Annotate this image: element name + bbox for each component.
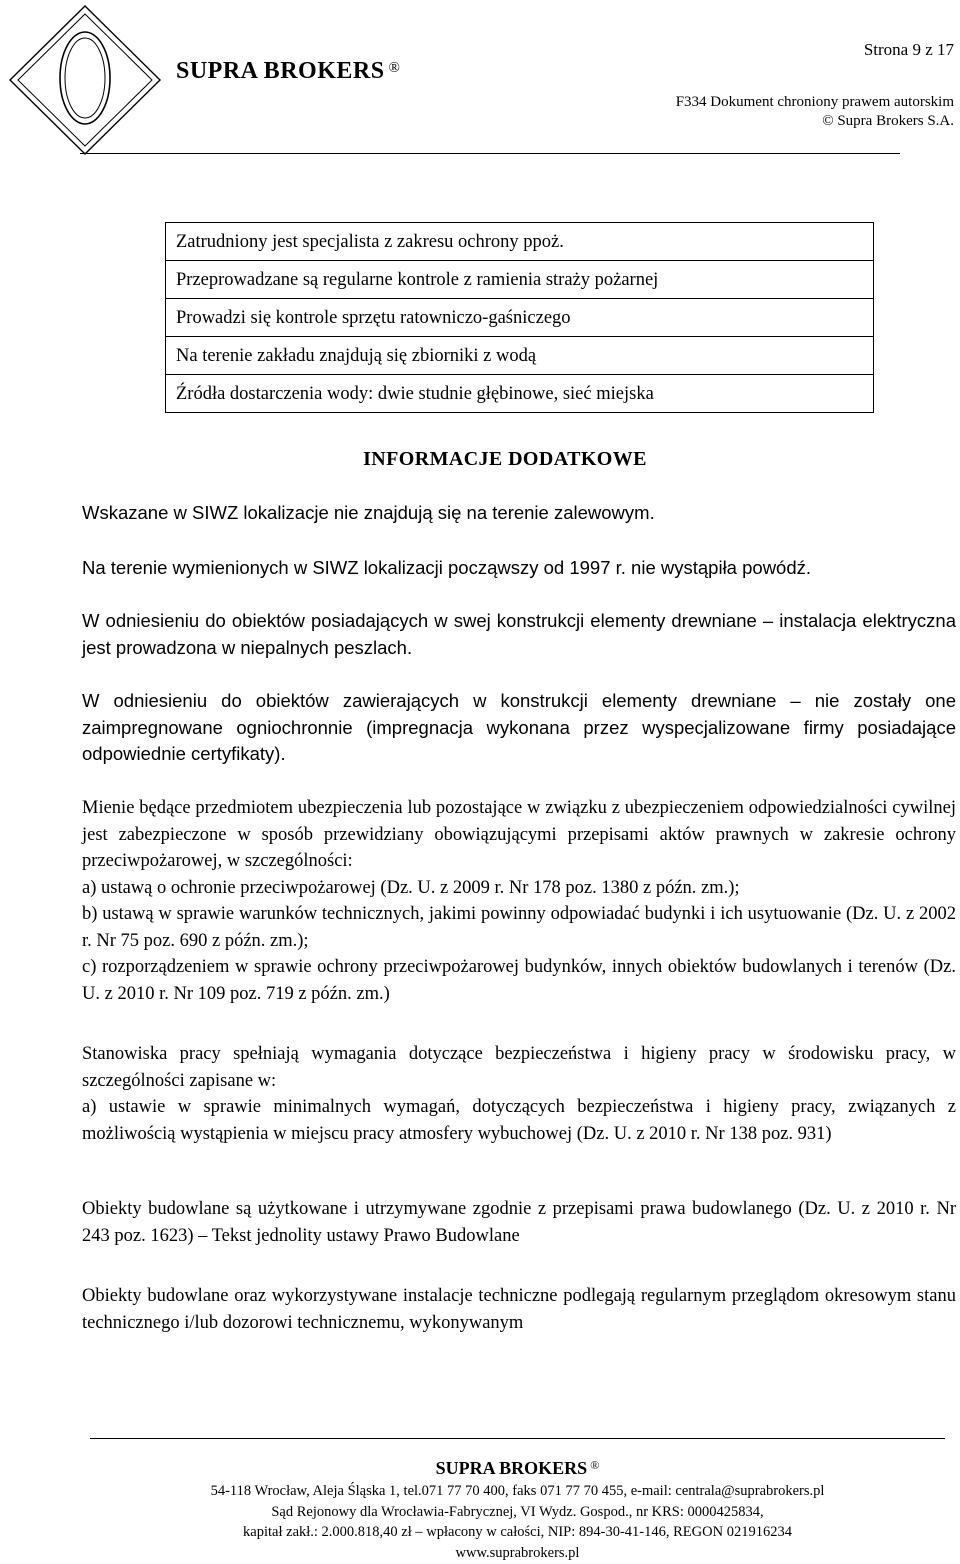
section-title: INFORMACJE DODATKOWE [363, 448, 647, 470]
table-cell: Źródła dostarczenia wody: dwie studnie głębinowe, sieć miejska [166, 375, 874, 413]
paragraph-intro: Mienie będące przedmiotem ubezpieczenia lub pozostające w związku z ubezpieczeniem odpowiedzialności cywilnej jest zabezpieczone w sposób przewidziany obowiązującymi przepisami aktów prawnych w zakresie ochrony przeciwpożarowej, w szczególności: [82, 798, 956, 871]
footer-court-registration: Sąd Rejonowy dla Wrocławia-Fabrycznej, VI Wydz. Gospod., nr KRS: 0000425834, [271, 1503, 764, 1520]
paragraph-intro: Stanowiska pracy spełniają wymagania dotyczące bezpieczeństwa i higieny pracy w środowisku pracy, w szczególności zapisane w: [82, 1044, 956, 1091]
page-number: Strona 9 z 17 [863, 40, 954, 59]
header-brand: SUPRA BROKERS ® [176, 58, 401, 84]
table-row [166, 223, 874, 261]
paragraph-flood-zone: Wskazane w SIWZ lokalizacje nie znajdują się na terenie zalewowym. [82, 502, 655, 523]
footer-address: 54-118 Wrocław, Aleja Śląska 1, tel.071 77 70 400, faks 071 77 70 455, e-mail: centrala@suprabrokers.pl [210, 1483, 825, 1499]
list-item: c) rozporządzeniem w sprawie ochrony przeciwpożarowej budynków, innych obiektów budowlanych i terenów (Dz. U. z 2010 r. Nr 109 poz. 719 z późn. zm.) [82, 957, 956, 1004]
footer-website: www.suprabrokers.pl [455, 1544, 580, 1561]
paragraph-building-law: Obiekty budowlane są użytkowane i utrzymywane zgodnie z przepisami prawa budowlanego (Dz. U. z 2010 r. Nr 243 poz. 1623) – Tekst jednolity ustawy Prawo Budowlane [82, 1199, 956, 1246]
footer-brand: SUPRA BROKERS ® [435, 1458, 600, 1478]
table-row [166, 375, 874, 413]
list-item: a) ustawie w sprawie minimalnych wymagań, dotyczących bezpieczeństwa i higieny pracy, związanych z możliwością wystąpienia w miejscu pracy atmosfery wybuchowej (Dz. U. z 2010 r. Nr 138 poz. 931) [82, 1097, 956, 1144]
fire-protection-table [165, 222, 874, 413]
table-row [166, 261, 874, 299]
header-divider [80, 153, 900, 154]
registered-mark: ® [388, 60, 401, 76]
paragraph-wood-impregnation: W odniesieniu do obiektów zawierających w konstrukcji elementy drewniane – nie zostały one zaimpregnowane ogniochronnie (impregnacja wykonana przez wyspecjalizowane firmy posiadające odpowiednie certyfikaty). [82, 690, 956, 764]
paragraph-electrical-installation: W odniesieniu do obiektów posiadających w swej konstrukcji elementy drewniane – instalacja elektryczna jest prowadzona w niepalnych peszlach. [82, 610, 956, 658]
paragraph-workplace-safety [82, 1041, 956, 1147]
copyright-notice: F334 Dokument chroniony prawem autorskim [675, 94, 954, 110]
paragraph-inspections: Obiekty budowlane oraz wykorzystywane instalacje techniczne podlegają regularnym przeglądom okresowym stanu technicznego i/lub dozorowi technicznemu, wykonywanym [82, 1286, 956, 1333]
table-cell: Przeprowadzane są regularne kontrole z ramienia straży pożarnej [166, 261, 874, 299]
table-cell: Na terenie zakładu znajdują się zbiorniki z wodą [166, 337, 874, 375]
document-notice [676, 93, 954, 131]
table-cell: Zatrudniony jest specjalista z zakresu ochrony ppoż. [166, 223, 874, 261]
footer-divider [90, 1438, 945, 1439]
registered-mark: ® [590, 1458, 600, 1472]
paragraph-fire-regulations [82, 795, 956, 1007]
list-item: a) ustawą o ochronie przeciwpożarowej (Dz. U. z 2009 r. Nr 178 poz. 1380 z późn. zm.); [82, 877, 740, 898]
supra-brokers-logo [0, 0, 170, 160]
table-row [166, 299, 874, 337]
copyright-owner: © Supra Brokers S.A. [822, 113, 954, 129]
footer-company-details [0, 1481, 960, 1563]
list-item: b) ustawą w sprawie warunków technicznych, jakimi powinny odpowiadać budynki i ich usytuowanie (Dz. U. z 2002 r. Nr 75 poz. 690 z późn. zm.); [82, 904, 956, 951]
paragraph-flood-history: Na terenie wymienionych w SIWZ lokalizacji począwszy od 1997 r. nie wystąpiła powódź. [82, 557, 812, 578]
footer-capital-info: kapitał zakł.: 2.000.818,40 zł – wpłacony w całości, NIP: 894-30-41-146, REGON 021916234 [243, 1524, 792, 1540]
table-cell: Prowadzi się kontrole sprzętu ratowniczo-gaśniczego [166, 299, 874, 337]
table-row [166, 337, 874, 375]
